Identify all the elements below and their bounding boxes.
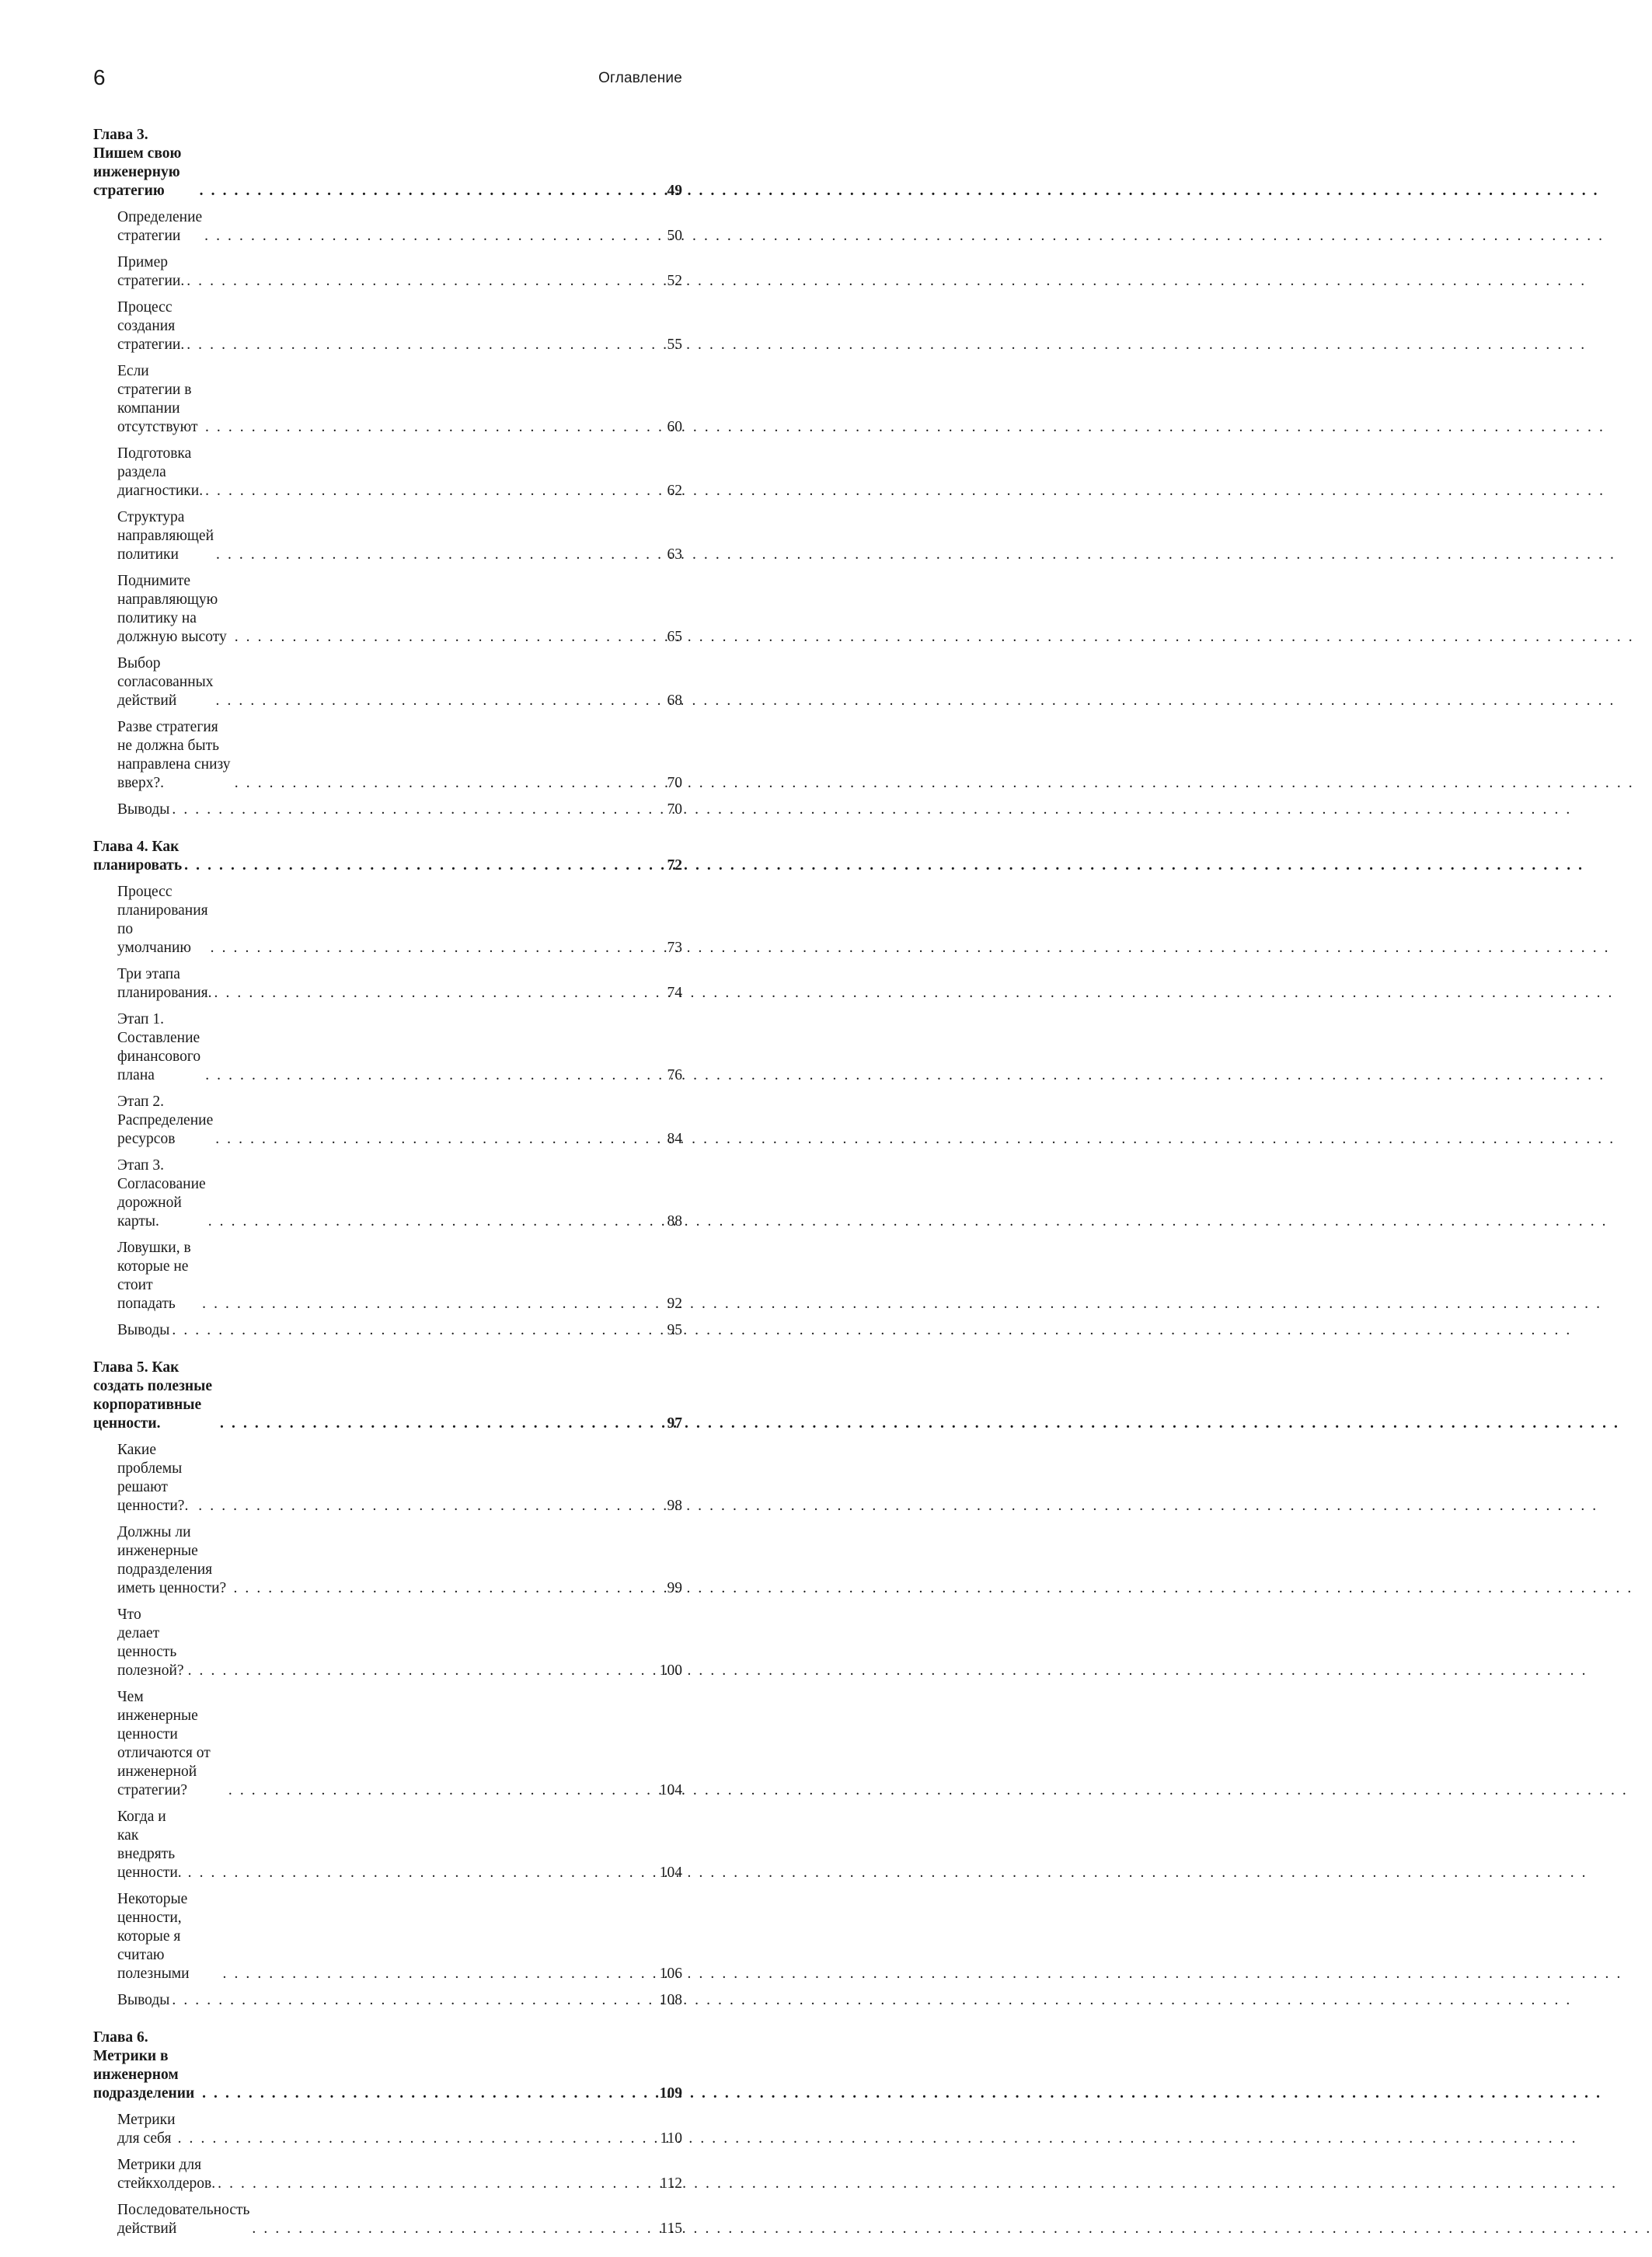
toc-entry-title: Что делает ценность полезной? [117, 1606, 184, 1679]
toc-section[interactable] [93, 2201, 682, 2238]
toc-entry-title: Пример стратегии. [117, 254, 185, 289]
toc-page-number: 112 [660, 2175, 682, 2192]
toc-entry-title: Разве стратегия не должна быть направлена снизу вверх?. [117, 719, 231, 791]
toc-page-number: 63 [667, 546, 682, 563]
toc-page-number: 49 [667, 183, 682, 199]
dot-leader [172, 1991, 657, 2010]
toc-entry-title: Процесс планирования по умолчанию [117, 884, 208, 956]
toc-page-number: 98 [667, 1498, 682, 1514]
page-number: 6 [93, 65, 106, 89]
toc-entry-title: Должны ли инженерные подразделения иметь ценности? [117, 1524, 227, 1596]
toc-section[interactable] [93, 1890, 682, 1983]
toc-entry-title: Ловушки, в которые не стоит попадать [117, 1240, 191, 1312]
toc-section[interactable] [93, 1606, 682, 1680]
toc-page-number: 99 [667, 1580, 682, 1596]
dot-leader [235, 628, 665, 647]
toc-entry-title: Некоторые ценности, которые я считаю полезными [117, 1891, 190, 1982]
toc-page-number: 84 [667, 1131, 682, 1147]
toc-page-number: 60 [667, 419, 682, 435]
toc-page-number: 65 [667, 629, 682, 645]
toc-page-number: 70 [667, 775, 682, 791]
toc-entry-title: Этап 1. Составление финансового плана [117, 1011, 201, 1083]
dot-leader [202, 1295, 664, 1313]
toc-section[interactable] [93, 965, 682, 1003]
toc-section[interactable] [93, 883, 682, 958]
toc-page-number: 106 [659, 1966, 682, 1982]
toc-entry-title: Подготовка раздела диагностики. [117, 445, 204, 499]
toc-page-number: 62 [667, 483, 682, 499]
toc-entry-title: Если стратегии в компании отсутствуют [117, 363, 198, 435]
running-head: Оглавление [598, 70, 682, 86]
dot-leader [223, 1965, 657, 1983]
toc-page-number: 50 [667, 228, 682, 244]
toc-section[interactable] [93, 572, 682, 647]
dot-leader [172, 1321, 664, 1340]
table-of-contents [93, 126, 682, 2257]
toc-entry-title-line-1: Чем инженерные ценности отличаются от инженерной [117, 1689, 211, 1780]
toc-page-number: 97 [667, 1415, 682, 1432]
toc-page-number: 68 [667, 692, 682, 709]
toc-page-number: 104 [659, 1865, 682, 1881]
toc-section[interactable] [93, 1688, 682, 1800]
toc-entry-title-line-2: стратегии? [117, 1782, 188, 1798]
dot-leader [205, 418, 665, 437]
dot-leader [198, 1497, 664, 1516]
toc-chapter-heading[interactable] [93, 126, 682, 201]
toc-entry-title: Метрики для себя [117, 2112, 176, 2147]
dot-leader [233, 1579, 664, 1598]
toc-entry-title: Три этапа планирования. [117, 966, 212, 1001]
toc-entry-title: Последовательность действий [117, 2202, 250, 2237]
toc-page-number: 109 [659, 2085, 682, 2102]
dot-leader [188, 1662, 657, 1680]
toc-section[interactable] [93, 1156, 682, 1231]
toc-section[interactable] [93, 445, 682, 501]
toc-entry-title: Выбор согласованных действий [117, 655, 214, 709]
toc-page-number: 104 [659, 1782, 682, 1798]
dot-leader [186, 272, 664, 291]
toc-section[interactable] [93, 2111, 682, 2148]
toc-entry-title: Этап 2. Распределение ресурсов [117, 1094, 214, 1147]
toc-entry-title: Глава 6. Метрики в инженерном подразделении [93, 2029, 195, 2102]
toc-entry-title: Глава 4. Как планировать [93, 839, 183, 874]
toc-entry-title: Структура направляющей политики [117, 509, 214, 563]
dot-leader [216, 546, 665, 564]
dot-leader [186, 336, 664, 354]
toc-section[interactable] [93, 362, 682, 437]
toc-section[interactable] [93, 2156, 682, 2193]
dot-leader [208, 1212, 665, 1231]
dot-leader [215, 1130, 664, 1149]
toc-section[interactable] [93, 1321, 682, 1340]
toc-chapter-heading[interactable] [93, 2029, 682, 2103]
toc-page-number: 108 [659, 1992, 682, 2008]
toc-entry-title: Выводы [117, 1322, 170, 1338]
dot-leader [252, 2220, 657, 2238]
toc-section[interactable] [93, 1808, 682, 1882]
toc-section[interactable] [93, 208, 682, 246]
toc-page-number: 115 [660, 2220, 682, 2237]
toc-section[interactable] [93, 654, 682, 710]
toc-section[interactable] [93, 1991, 682, 2010]
toc-entry-title: Поднимите направляющую политику на должную высоту [117, 573, 227, 645]
dot-leader [205, 482, 664, 501]
toc-entry-title: Глава 5. Как создать полезные корпоративные ценности. [93, 1359, 213, 1432]
toc-chapter-heading[interactable] [93, 838, 682, 875]
toc-page-number: 110 [660, 2130, 682, 2147]
dot-leader [218, 2175, 657, 2193]
toc-chapter-heading[interactable] [93, 1359, 682, 1433]
dot-leader [172, 801, 664, 819]
toc-section[interactable] [93, 718, 682, 793]
toc-entry-title: Этап 3. Согласование дорожной карты. [117, 1157, 206, 1230]
dot-leader [216, 692, 665, 710]
dot-leader [214, 984, 665, 1003]
toc-entry-title: Процесс создания стратегии. [117, 299, 185, 353]
dot-leader [184, 856, 664, 875]
toc-chapter-3 [93, 126, 682, 819]
toc-section[interactable] [93, 1093, 682, 1149]
toc-entry-title: Когда и как внедрять ценности. [117, 1809, 182, 1881]
dot-leader [205, 1066, 664, 1085]
toc-page-number: 88 [667, 1213, 682, 1230]
toc-page-number: 76 [667, 1067, 682, 1083]
toc-section[interactable] [93, 253, 682, 291]
dot-leader [211, 939, 665, 958]
dot-leader [235, 774, 665, 793]
toc-section[interactable] [93, 1239, 682, 1313]
toc-page-number: 74 [667, 985, 682, 1001]
dot-leader [178, 2130, 658, 2148]
toc-entry-title: Выводы [117, 801, 170, 818]
toc-entry-title: Метрики для стейкхолдеров. [117, 2157, 216, 2192]
toc-section[interactable] [93, 1523, 682, 1598]
toc-page-number: 52 [667, 273, 682, 289]
dot-leader [204, 227, 664, 246]
toc-page-number: 55 [667, 337, 682, 353]
toc-page-number: 92 [667, 1296, 682, 1312]
toc-section[interactable] [93, 1441, 682, 1516]
dot-leader [220, 1415, 664, 1433]
toc-entry-title: Глава 3. Пишем свою инженерную стратегию [93, 127, 182, 199]
toc-entry-title: Определение стратегии [117, 209, 203, 244]
toc-entry-title: Какие проблемы решают ценности?. [117, 1442, 189, 1514]
dot-leader [200, 182, 665, 201]
toc-entry-title: Выводы [117, 1992, 170, 2008]
toc-chapter-5 [93, 1359, 682, 2010]
toc-chapter-6 [93, 2029, 682, 2238]
toc-page-number: 95 [667, 1322, 682, 1338]
dot-leader [228, 1781, 657, 1800]
toc-page-number: 70 [667, 801, 682, 818]
dot-leader [202, 2084, 657, 2103]
toc-section[interactable] [93, 801, 682, 819]
toc-entry-title [117, 1688, 226, 1800]
toc-section[interactable] [93, 298, 682, 354]
toc-chapter-4 [93, 838, 682, 1340]
toc-section[interactable] [93, 1010, 682, 1085]
toc-page-number: 73 [667, 940, 682, 956]
toc-page-number: 72 [667, 857, 682, 874]
toc-section[interactable] [93, 508, 682, 564]
dot-leader [188, 1864, 657, 1882]
page-header [93, 64, 682, 92]
toc-page-number: 100 [659, 1662, 682, 1679]
